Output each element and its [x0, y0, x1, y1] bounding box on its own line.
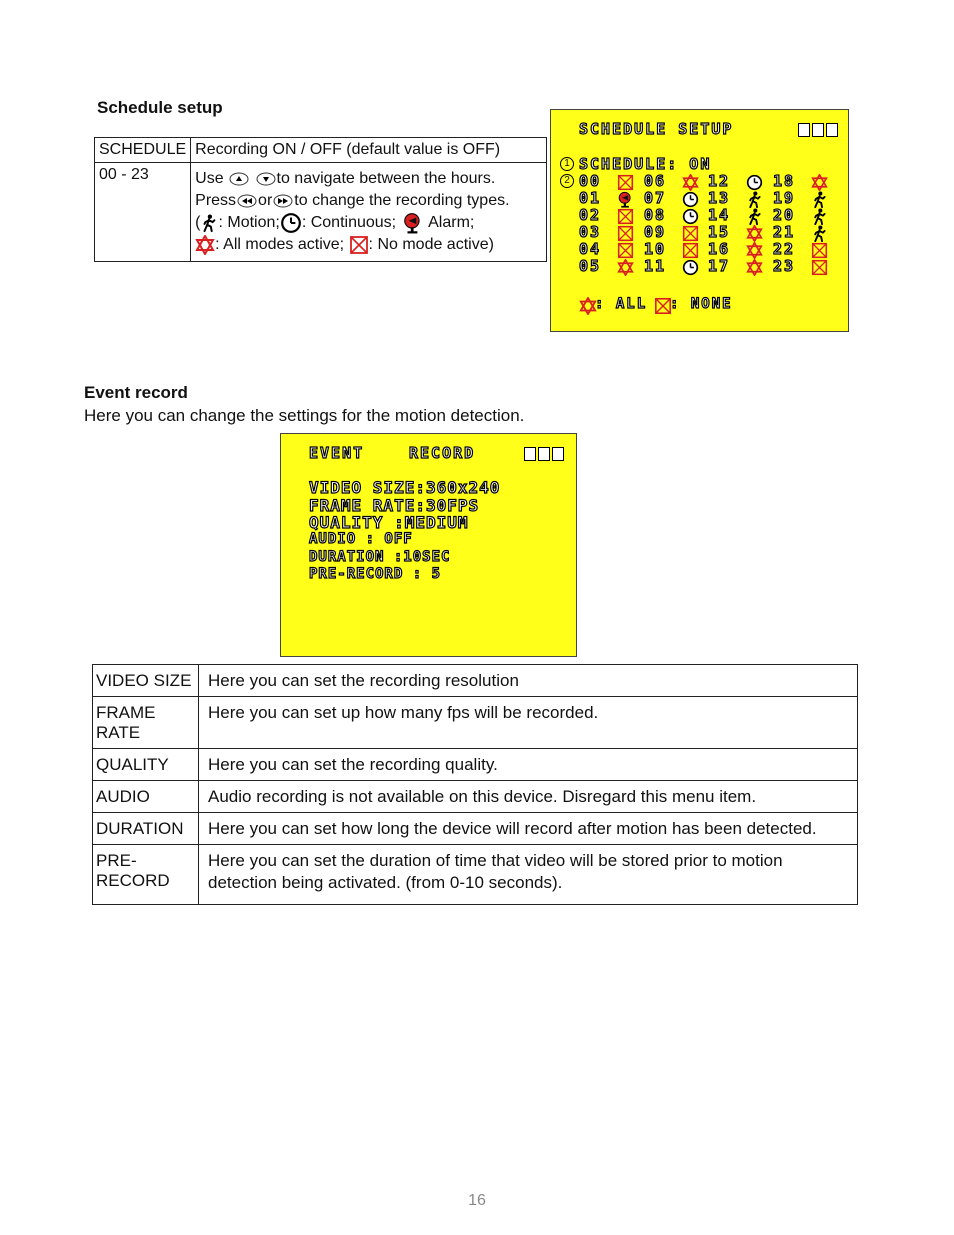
none-box-icon[interactable] [617, 242, 634, 259]
event-osd-title-left: EVENT [309, 444, 365, 462]
row-value: Here you can set the recording quality. [199, 749, 858, 781]
none-box-icon [349, 235, 369, 255]
open-paren: ( [195, 214, 201, 232]
star-icon[interactable] [811, 174, 828, 191]
hour-label[interactable]: 12 [708, 172, 731, 190]
event-record-heading: Event record [84, 383, 188, 402]
row-value: Here you can set how long the device will record after motion has been detected. [199, 813, 858, 845]
clock-icon[interactable] [682, 259, 699, 276]
motion-legend: : Motion; [218, 214, 280, 232]
hour-label[interactable]: 09 [644, 223, 667, 241]
row-key: QUALITY [93, 749, 199, 781]
or-text: or [258, 192, 273, 209]
motion-icon[interactable] [746, 208, 763, 225]
hour-label[interactable]: 03 [579, 223, 602, 241]
none-box-icon[interactable] [682, 225, 699, 242]
legend-none: : NONE [670, 296, 733, 312]
hour-label[interactable]: 08 [644, 206, 667, 224]
video-size-line: VIDEO SIZE:360x240 [309, 478, 501, 497]
motion-icon[interactable] [811, 191, 828, 208]
up-button-icon [228, 172, 250, 186]
row-key: PRE-RECORD [93, 845, 199, 905]
none-box-icon[interactable] [811, 242, 828, 259]
table-row [93, 813, 858, 845]
row-value: Here you can set the recording resolution [199, 665, 858, 697]
hours-key: 00 - 23 [95, 163, 191, 262]
clock-icon [280, 212, 302, 234]
hour-label[interactable]: 01 [579, 189, 602, 207]
none-box-icon[interactable] [617, 174, 634, 191]
table-row [93, 697, 858, 749]
motion-icon [200, 212, 218, 234]
pre-record-line: PRE-RECORD : 5 [309, 566, 442, 582]
osd-title-box [538, 447, 550, 461]
row-value: Here you can set up how many fps will be recorded. [199, 697, 858, 749]
hour-label[interactable]: 00 [579, 172, 602, 190]
continuous-legend: : Continuous; [301, 214, 397, 232]
press-text: Press [195, 192, 237, 209]
row-value [199, 845, 858, 905]
event-osd-screen [280, 433, 577, 657]
none-box-icon[interactable] [811, 259, 828, 276]
hour-label[interactable]: 11 [644, 257, 667, 275]
page-number: 16 [468, 1192, 486, 1209]
row-key: DURATION [93, 813, 199, 845]
hour-label[interactable]: 18 [773, 172, 796, 190]
schedule-key: SCHEDULE [95, 138, 191, 163]
clock-icon[interactable] [682, 208, 699, 225]
hour-label[interactable]: 02 [579, 206, 602, 224]
table-row [93, 665, 858, 697]
no-mode-legend: : No mode active) [368, 236, 494, 254]
table-row [93, 781, 858, 813]
star-icon[interactable] [617, 259, 634, 276]
hour-label[interactable]: 21 [773, 223, 796, 241]
star-icon[interactable] [746, 259, 763, 276]
fast-forward-button-icon [272, 194, 294, 208]
event-settings-table [92, 664, 858, 905]
star-icon [195, 235, 215, 255]
row-key: AUDIO [93, 781, 199, 813]
table-row [95, 138, 547, 163]
marker-2: 2 [560, 174, 574, 188]
alarm-icon[interactable] [617, 191, 634, 208]
rewind-button-icon [236, 194, 258, 208]
hour-label[interactable]: 07 [644, 189, 667, 207]
event-osd-title-right: RECORD [409, 444, 476, 462]
hour-label[interactable]: 06 [644, 172, 667, 190]
event-record-intro: Here you can change the settings for the motion detection. [84, 406, 525, 425]
none-box-icon[interactable] [617, 208, 634, 225]
hour-label[interactable]: 22 [773, 240, 796, 258]
change-types-text: to change the recording types. [294, 192, 510, 209]
use-text: Use [195, 170, 224, 187]
schedule-value: Recording ON / OFF (default value is OFF) [191, 138, 547, 163]
hour-label[interactable]: 16 [708, 240, 731, 258]
schedule-status-line: SCHEDULE: ON [579, 155, 712, 173]
duration-line: DURATION :10SEC [309, 549, 451, 565]
motion-icon[interactable] [811, 225, 828, 242]
motion-icon[interactable] [746, 191, 763, 208]
osd-title-box [826, 123, 838, 137]
legend-all: : ALL [595, 296, 648, 312]
hour-label[interactable]: 19 [773, 189, 796, 207]
osd-title-box [812, 123, 824, 137]
osd-title-box [524, 447, 536, 461]
schedule-osd-title: SCHEDULE SETUP [579, 120, 734, 138]
osd-title-box [552, 447, 564, 461]
schedule-table [94, 137, 547, 262]
row-value-line: Here you can set the duration of time that video will be stored prior to motion [208, 851, 783, 870]
all-modes-legend: : All modes active; [215, 236, 345, 254]
hour-label[interactable]: 10 [644, 240, 667, 258]
none-box-icon[interactable] [682, 242, 699, 259]
hour-label[interactable]: 17 [708, 257, 731, 275]
alarm-legend: Alarm; [428, 214, 475, 232]
table-row [93, 749, 858, 781]
schedule-osd-screen [550, 109, 849, 332]
star-icon[interactable] [682, 174, 699, 191]
navigate-text: to navigate between the hours. [276, 170, 496, 187]
frame-rate-line: FRAME RATE:30FPS [309, 496, 480, 515]
table-row [93, 845, 858, 905]
row-value-line: detection being activated. (from 0-10 seconds). [208, 873, 563, 892]
hour-label[interactable]: 15 [708, 223, 731, 241]
quality-line: QUALITY :MEDIUM [309, 513, 469, 532]
marker-1: 1 [560, 157, 574, 171]
alarm-icon [401, 212, 425, 234]
clock-icon[interactable] [746, 174, 763, 191]
hour-label[interactable]: 04 [579, 240, 602, 258]
row-value: Audio recording is not available on this device. Disregard this menu item. [199, 781, 858, 813]
hour-label[interactable]: 23 [773, 257, 796, 275]
schedule-setup-heading: Schedule setup [97, 98, 223, 117]
hours-description [191, 163, 547, 262]
row-key: FRAME RATE [93, 697, 199, 749]
motion-icon[interactable] [811, 208, 828, 225]
down-button-icon [255, 172, 277, 186]
hour-label[interactable]: 14 [708, 206, 731, 224]
osd-title-box [798, 123, 810, 137]
clock-icon[interactable] [682, 191, 699, 208]
row-key: VIDEO SIZE [93, 665, 199, 697]
none-box-icon[interactable] [617, 225, 634, 242]
audio-line: AUDIO : OFF [309, 531, 413, 547]
star-icon[interactable] [746, 225, 763, 242]
hour-label[interactable]: 05 [579, 257, 602, 275]
table-row [95, 163, 547, 262]
hour-label[interactable]: 13 [708, 189, 731, 207]
star-icon[interactable] [746, 242, 763, 259]
hour-label[interactable]: 20 [773, 206, 796, 224]
